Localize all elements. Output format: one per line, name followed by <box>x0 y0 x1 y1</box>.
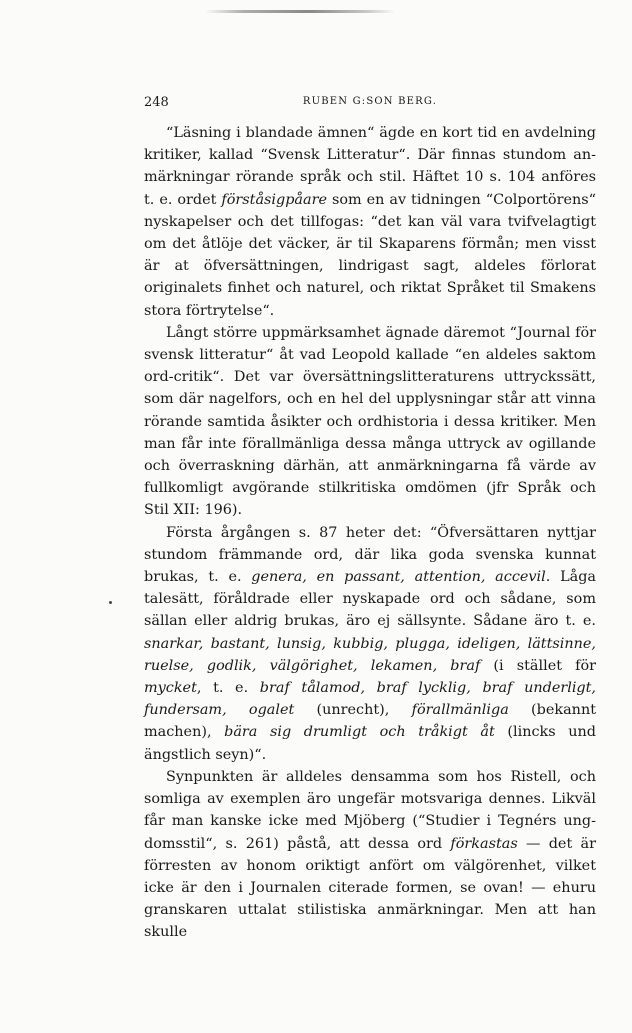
text-run: . Låga talesätt, föråldrade eller nyskapade ord och sådane, som sällan eller aldrig brukas, äro ej sällsynte. Sådane äro t. e. <box>144 569 596 630</box>
page-header <box>144 95 596 113</box>
body-text <box>144 122 596 944</box>
text-run: Långt större uppmärksamhet ägnade däremot “Journal för svensk litteratur“ åt vad Leopold kallade “en aldeles saktom ord-critik“. Det var översättningslitteraturens uttryckssätt, som där nagelfors, och en hel del upplysningar står att vinna rörande samtida åsikter och ordhistoria i dessa kritiker. Men man får inte förallmänliga dessa många uttryck av ogillande och överraskning därhän, att anmärkningarna få värde av fullkomligt avgörande stilkritiska omdömen (jfr Språk och Stil XII: 196). <box>144 324 596 519</box>
text-run: Synpunkten är alldeles densamma som hos Ristell, och somliga av exemplen äro ungefär motsvariga dennes. Likväl får man kanske icke med Mjöberg (“Studier i Tegnérs ungdomsstil“, s. 261) påstå, att dessa ord <box>144 768 596 852</box>
text-run: — det är förresten av honom oriktigt anfört om välgörenhet, vilket icke är den i Journalen citerade formen, se ovan! — ehuru granskaren uttalat stilistiska anmärkningar. Men att han skulle <box>144 835 596 941</box>
text-run: (i stället för <box>480 657 596 674</box>
italic-term: mycket <box>144 680 197 697</box>
italic-term: braf tålamod, braf lycklig, braf underligt, fundersam, ogalet <box>144 680 596 719</box>
italic-term: förståsigpåare <box>221 191 327 208</box>
running-head: RUBEN G:SON BERG. <box>302 96 438 107</box>
page-number: 248 <box>144 95 169 110</box>
text-run: (lincks und ängstlich seyn)“. <box>144 724 596 763</box>
italic-term: bära sig drumligt och tråkigt åt <box>224 724 495 741</box>
paragraph-4 <box>144 766 596 944</box>
paragraph-3 <box>144 522 596 766</box>
text-run: (unrecht), <box>294 702 412 719</box>
italic-term: genera, en passant, attention, accevil <box>251 569 546 586</box>
italic-term: förallmänliga <box>411 702 509 719</box>
paragraph-2 <box>144 322 596 522</box>
scan-artifact-line <box>205 10 395 13</box>
text-run: som en av tidningen “Colportörens“ nyskapelser och det tillfogas: “det kan väl vara tvifvelagtigt om det åtlöje det väcker, är til Skaparens förmån; men visst är at öfversättningen, lindrigast sagt, aldeles förlorat originalets finhet och naturel, och riktat Språket til Smakens stora förtrytelse“. <box>144 191 596 319</box>
text-run: (bekannt machen), <box>144 702 596 741</box>
italic-term: förkastas <box>450 835 518 852</box>
text-run: Första årgången s. 87 heter det: “Öfversättaren nyttjar stundom främmande ord, där lika goda svenska kunnat brukas, t. e. <box>144 524 596 586</box>
paragraph-1 <box>144 122 596 322</box>
italic-term: snarkar, bastant, lunsig, kubbig, plugga, ideligen, lättsinne, ruelse, godlik, välgörighet, lekamen, braf <box>144 635 596 674</box>
text-run: “Läsning i blandade ämnen“ ägde en kort tid en avdelning kritiker, kallad “Svensk Litteratur“. Där finnas stundom anmärkningar rörande språk och stil. Häftet 10 s. 104 anföres t. e. ordet <box>144 125 596 208</box>
margin-mark <box>109 601 112 604</box>
text-run: , t. e. <box>196 680 260 697</box>
